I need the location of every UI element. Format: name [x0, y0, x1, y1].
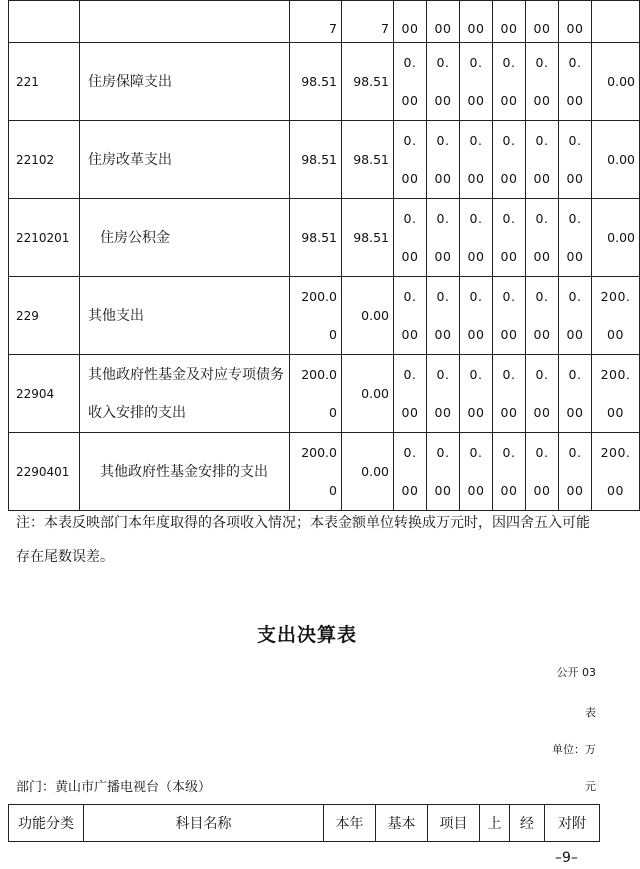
cell-line-top: 0. — [436, 54, 450, 70]
cell-line-top: 200. — [600, 444, 631, 460]
table-cell: 00 — [394, 1, 427, 43]
cell-line-top: 0. — [535, 54, 549, 70]
cell-line-top: 0. — [502, 54, 516, 70]
cell-line-top: 0. — [403, 54, 417, 70]
cell-line-bottom: 00 — [434, 170, 452, 186]
cell-line-bottom: 00 — [467, 482, 485, 498]
table-row — [9, 277, 640, 355]
cell-line-bottom: 00 — [533, 92, 551, 108]
cell-line-bottom: 00 — [566, 92, 584, 108]
table-cell — [493, 355, 526, 433]
unit-label: 单位：万 — [552, 743, 596, 756]
function-code: 22904 — [9, 355, 80, 433]
function-code: 2290401 — [9, 433, 80, 511]
subject-name-text: 其他政府性基金及对应专项债务收入安排的支出 — [88, 366, 284, 421]
table-row — [9, 199, 640, 277]
table-cell — [559, 355, 592, 433]
subject-name — [80, 43, 290, 121]
table-cell: 7 — [290, 1, 342, 43]
cell-line-top: 0. — [469, 132, 483, 148]
cell-line-bottom: 00 — [566, 170, 584, 186]
value-tail: 0.00 — [592, 199, 640, 277]
value-tail: 0.00 — [592, 43, 640, 121]
cell-line-bottom: 00 — [434, 404, 452, 420]
table-cell — [526, 121, 559, 199]
header-subject-name: 科目名称 — [84, 805, 324, 842]
cell-line-bottom: 00 — [566, 248, 584, 264]
cell-line-bottom: 00 — [401, 404, 419, 420]
table-cell — [493, 43, 526, 121]
header-project: 项目 — [428, 805, 480, 842]
cell-line-bottom: 00 — [500, 326, 518, 342]
cell-line-top: 0. — [568, 210, 582, 226]
cell-line-top: 0. — [403, 132, 417, 148]
cell-line-top: 0. — [502, 210, 516, 226]
unit-label-suffix: 元 — [585, 780, 596, 793]
cell-line-top: 0. — [568, 132, 582, 148]
subject-name-text: 住房保障支出 — [88, 73, 172, 90]
table-cell — [592, 433, 640, 511]
table-cell — [394, 277, 427, 355]
header-upper: 上 — [480, 805, 510, 842]
cell-line-bottom: 00 — [434, 326, 452, 342]
cell-line-top: 0. — [469, 444, 483, 460]
table-cell — [460, 355, 493, 433]
table-cell — [592, 277, 640, 355]
cell-line-top: 0. — [535, 288, 549, 304]
cell-line-bottom: 00 — [500, 404, 518, 420]
table-cell — [460, 121, 493, 199]
cell-line-top: 0. — [535, 210, 549, 226]
cell-line-top: 200.0 — [301, 444, 337, 460]
income-table — [8, 0, 640, 511]
cell-line-bottom: 00 — [533, 170, 551, 186]
cell-line-top: 200. — [600, 366, 631, 382]
table-cell — [592, 1, 640, 43]
table-cell: 00 — [493, 1, 526, 43]
table-row — [9, 433, 640, 511]
page-title: 支出决算表 — [256, 624, 357, 646]
table-cell — [559, 199, 592, 277]
table-cell — [493, 199, 526, 277]
table-cell — [526, 43, 559, 121]
cell-line-bottom: 00 — [607, 326, 624, 342]
cell-line-top: 200.0 — [301, 366, 337, 382]
table-row-continued-header — [9, 1, 640, 43]
cell-line-bottom: 00 — [467, 326, 485, 342]
table-cell — [427, 43, 460, 121]
header-basic: 基本 — [376, 805, 428, 842]
table-cell — [460, 433, 493, 511]
cell-line-top: 0. — [535, 366, 549, 382]
table-cell: 00 — [559, 1, 592, 43]
table-cell — [394, 199, 427, 277]
cell-line-bottom: 00 — [566, 482, 584, 498]
cell-line-bottom: 00 — [467, 404, 485, 420]
cell-line-top: 0. — [403, 288, 417, 304]
value-total: 98.51 — [290, 199, 342, 277]
value-basic: 98.51 — [342, 43, 394, 121]
cell-line-bottom: 0 — [329, 404, 337, 420]
cell-line-top: 0. — [535, 132, 549, 148]
table-cell — [394, 355, 427, 433]
cell-line-bottom: 0 — [329, 482, 337, 498]
subject-name-text: 住房改革支出 — [88, 151, 172, 168]
cell-line-top: 0. — [436, 366, 450, 382]
table-cell — [394, 121, 427, 199]
cell-line-bottom: 00 — [500, 92, 518, 108]
cell-line-top: 0. — [436, 132, 450, 148]
table-cell — [493, 277, 526, 355]
cell-line-top: 0. — [469, 54, 483, 70]
value-basic: 0.00 — [342, 355, 394, 433]
cell-line-bottom: 00 — [533, 482, 551, 498]
table-cell — [526, 277, 559, 355]
cell-line-bottom: 00 — [401, 326, 419, 342]
table-cell — [559, 43, 592, 121]
value-basic: 0.00 — [342, 433, 394, 511]
subject-name-text: 其他政府性基金安排的支出 — [100, 463, 268, 480]
cell-line-top: 0. — [469, 288, 483, 304]
table-cell: 00 — [427, 1, 460, 43]
value-basic: 98.51 — [342, 121, 394, 199]
cell-line-top: 0. — [535, 444, 549, 460]
subject-name — [80, 277, 290, 355]
table-cell — [427, 121, 460, 199]
page-number: –9– — [555, 850, 578, 866]
subject-name-text: 其他支出 — [88, 307, 144, 324]
cell-line-bottom: 00 — [401, 248, 419, 264]
subject-name — [80, 199, 290, 277]
table-cell: 7 — [342, 1, 394, 43]
table-cell — [493, 433, 526, 511]
cell-line-bottom: 00 — [401, 92, 419, 108]
cell-line-top: 200.0 — [301, 288, 337, 304]
cell-line-top: 0. — [502, 288, 516, 304]
cell-line-bottom: 00 — [533, 326, 551, 342]
table-row — [9, 121, 640, 199]
header-function-category: 功能分类 — [9, 805, 84, 842]
cell-line-top: 0. — [403, 366, 417, 382]
cell-line-top: 0. — [568, 288, 582, 304]
department-label: 部门：黄山市广播电视台（本级） — [16, 780, 212, 795]
cell-line-bottom: 00 — [467, 92, 485, 108]
cell-line-top: 0. — [469, 210, 483, 226]
table-cell — [592, 355, 640, 433]
table-cell — [493, 121, 526, 199]
table-cell — [427, 355, 460, 433]
table-row — [9, 355, 640, 433]
table-cell — [427, 277, 460, 355]
cell-line-bottom: 00 — [607, 404, 624, 420]
cell-line-top: 0. — [568, 54, 582, 70]
cell-line-bottom: 00 — [434, 482, 452, 498]
form-number-suffix: 表 — [585, 706, 596, 719]
table-cell — [80, 1, 290, 43]
table-note-line-1: 注：本表反映部门本年度取得的各项收入情况；本表金额单位转换成万元时，因四舍五入可能 — [16, 515, 590, 531]
table-cell — [559, 121, 592, 199]
cell-line-top: 0. — [502, 366, 516, 382]
value-total: 98.51 — [290, 43, 342, 121]
table-note-line-2: 存在尾数误差。 — [16, 549, 114, 565]
table-cell — [526, 199, 559, 277]
cell-line-bottom: 00 — [434, 248, 452, 264]
table-cell — [290, 277, 342, 355]
cell-line-bottom: 00 — [533, 404, 551, 420]
cell-line-bottom: 00 — [500, 482, 518, 498]
cell-line-bottom: 00 — [500, 170, 518, 186]
cell-line-top: 0. — [403, 210, 417, 226]
value-basic: 98.51 — [342, 199, 394, 277]
function-code: 2210201 — [9, 199, 80, 277]
table-cell — [394, 43, 427, 121]
cell-line-top: 0. — [502, 444, 516, 460]
table-cell: 00 — [460, 1, 493, 43]
table-row — [9, 43, 640, 121]
table-cell — [559, 277, 592, 355]
function-code: 221 — [9, 43, 80, 121]
value-basic: 0.00 — [342, 277, 394, 355]
cell-line-top: 0. — [469, 366, 483, 382]
subject-name-text: 住房公积金 — [100, 229, 170, 246]
table-cell — [559, 433, 592, 511]
table-cell — [394, 433, 427, 511]
table-cell — [526, 355, 559, 433]
function-code: 22102 — [9, 121, 80, 199]
table-cell — [460, 277, 493, 355]
form-number: 公开 03 — [556, 666, 596, 679]
cell-line-top: 0. — [436, 288, 450, 304]
subject-name — [80, 355, 290, 433]
table-cell: 00 — [526, 1, 559, 43]
cell-line-top: 0. — [436, 210, 450, 226]
cell-line-bottom: 00 — [401, 170, 419, 186]
cell-line-bottom: 00 — [607, 482, 624, 498]
table-cell — [460, 43, 493, 121]
cell-line-bottom: 00 — [566, 326, 584, 342]
table-cell — [526, 433, 559, 511]
table-cell — [427, 433, 460, 511]
header-operating: 经 — [510, 805, 545, 842]
subject-name — [80, 121, 290, 199]
cell-line-top: 0. — [502, 132, 516, 148]
cell-line-bottom: 0 — [329, 326, 337, 342]
value-total: 98.51 — [290, 121, 342, 199]
table-cell — [460, 199, 493, 277]
table-cell — [290, 433, 342, 511]
cell-line-bottom: 00 — [533, 248, 551, 264]
table-cell — [290, 355, 342, 433]
expenditure-table-header — [8, 804, 600, 842]
cell-line-bottom: 00 — [467, 170, 485, 186]
cell-line-bottom: 00 — [401, 482, 419, 498]
cell-line-bottom: 00 — [566, 404, 584, 420]
cell-line-bottom: 00 — [500, 248, 518, 264]
header-current-year: 本年 — [324, 805, 376, 842]
value-tail: 0.00 — [592, 121, 640, 199]
cell-line-bottom: 00 — [434, 92, 452, 108]
header-subsidiary: 对附 — [545, 805, 600, 842]
table-cell — [427, 199, 460, 277]
cell-line-top: 200. — [600, 288, 631, 304]
function-code: 229 — [9, 277, 80, 355]
subject-name — [80, 433, 290, 511]
cell-line-bottom: 00 — [467, 248, 485, 264]
cell-line-top: 0. — [568, 366, 582, 382]
cell-line-top: 0. — [436, 444, 450, 460]
cell-line-top: 0. — [403, 444, 417, 460]
cell-line-top: 0. — [568, 444, 582, 460]
table-cell — [9, 1, 80, 43]
